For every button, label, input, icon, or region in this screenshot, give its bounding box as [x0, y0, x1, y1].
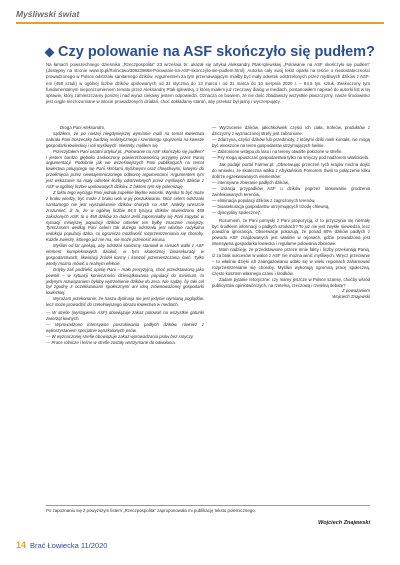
paragraph: Z faktu tego wyciąga Pani jednak zupełnie błędne wnioski. Wynika to być może z braku wiedzy, być może z braku woli w jej poszukiwaniu. Otóż celem odstrzału sanitarnego nie jest wyszukiwanie dzików chorych na ASF. Należy wreszcie zrozumieć, iż to, że w ogólnej liczbie 84,5 tysiąca dzików stwierdzono 458 zakażonych ASF, to o 458 dzików za dużo! Jeśli zapomniałby się Pani zapytać w sytuacji mniejszej populacji dzików odsetek ten byłby znacznie mniejszy. Tymczasem według Pani celem tak dużego odstrzału jest właśnie radykalna redukcja populacji dzika, co ogranicza możliwość rozprzestrzeniania się choroby. Każde zwierzę, którego już nie ma, nie może przenosić wirusa. — [46, 189, 204, 243]
paragraph: Wyrażam przekonanie, że nasza dyskusja nie jest jedynie wymianą poglądów, lecz może prowadzić do rzetelniejszego obrazu łowiectwa w mediach. — [46, 296, 204, 308]
note-author: Wojciech Znajewski — [318, 520, 370, 526]
page-number: 14 — [16, 540, 27, 550]
list-item: — eliminacja populacji dzików z zagrożonych terenów, — [212, 197, 316, 203]
list-item: — W wyznaczonej strefie obowiązuje zakaz wprowadzania psów bez smyczy. — [46, 333, 194, 339]
article-title: Czy polowanie na ASF skończyło się pudłem? — [58, 44, 375, 60]
paragraph: Rozumiem, że Pani pomysły z Pani propozycją, iż to przyczynia się niemały być środkiem informacji o padłych sztukach? To już nie jest zwykłe niewiedza, lecz poważna ignorancja. Obserwacje pokazują, że ponad 80% dzików padłych z powodu ASF znajdowanych jest właśnie w rejonach, gdzie prowadzona jest intensywna gospodarka łowiecka i regularne polowania zbiorowe. — [212, 217, 370, 247]
diamond-bullet-icon — [45, 47, 55, 57]
paragraph: Przeczytałem Pani ostatni artykuł pt. „Polowanie na ASF skończyło się pudłem” i jestem bardzo głęboko zaskoczony powierzchownością przyjętej przez Panią argumentacji. Podobnie jak we wcześniejszych Pani publikacjach na temat łowiectwa polującego się Pani skrótami myślowymi oraz chwytliwymi, łatwymi do przełknięcia przez niewtajemniczonego odbiorcę argumentami. Argumentem tym jest wskazanie na mały odsetek liczby odstrzelonych przez myśliwych dzików z ASF w ogólnej liczbie upolowanych dzików. Z faktem tym się polemizuję. — [46, 148, 204, 190]
list-item: — Zabronione wstępu do lasu i na tereny otwarte położone w strefie. — [212, 148, 343, 154]
list-item: — Prace rolnicze i leśne w strefie zostały wstrzymane do odwołania. — [46, 339, 176, 345]
paragraph: sądziłem, że po naszej niegdysiejszej wymianie maili na temat łowiectwa nabrała Pani troszeczkę bardziej realistycznego i szerokiego spojrzenia na kwestie gospodarki łowieckiej i roli myśliwych. Niestety, myliłem się. — [46, 130, 204, 148]
letter-greeting: Droga Pani Aleksandro, — [60, 125, 106, 130]
letter-signature: Wojciech Znajewski — [332, 294, 370, 300]
paragraph: Zadam pytanie retoryczne: czy mamy jeszcze w Polsce szansę, choćby wśród publicystów opiniotwórczych, na rzetelną, rzeczową i rzetelną debatę? — [212, 276, 370, 288]
list-item: — Wyrzucenie dzików, jakichkolwiek części ich ciała, trofeów, produktów z dziczyzny z wyznaczonej strefy jest zabronione. — [212, 125, 370, 136]
list-item: — Zdarzyna, części dzików lub przedmioty, z którymi dziki mieli kontakt, nie mogą być wnoszone na teren gospodarstw utrzymujących świnie. — [212, 136, 370, 148]
list-item: — bioasekuracja gospodarstw utrzymujących trzodę chlewną, — [212, 203, 330, 209]
right-column — [212, 125, 370, 300]
letter-closing: Z poważaniem — [342, 288, 370, 294]
paragraph: Jak podaje portal Farmer.pl: „Obserwując przeczeń tych krajów można dojść do wniosku, że skuteczna walka z Afrykańskim Pomorem Świń to połączenie kilku dobrze egzekwowanych elementów: — [212, 162, 370, 180]
left-column — [46, 125, 204, 346]
editorial-note: Po zapoznaniu się z powyższym listem „Rzeczpospolita” zaproponowała mi publikację tekstu polemicznego. — [46, 508, 256, 513]
article-intro: Na łamach powszechnego dziennika „Rzeczpospolita” 23 września br. ukazał się artykuł Aleksandry Ptak-Iglewskiej „Polowanie na ASF skończyło się pudłem” (dostępny na stronie www.rp.pl/Rolnictwo/309229868-Polowanie-na-ASF-skonczylo-sie-pudlem.html). Autorka cały swój tekst oparła na teście o niedostateczności prowadzonego w Polsce odstrzału sanitarnego dzików. Argumentem za tym przemawiającym miałby być mały odsetek odstrzelonych przez myśliwych dzików z ASF-em (458 sztuk) w ogólnej liczbie dzików upolowanych od 31 stycznia do 13 marca i od 31 marca do 10 sierpnia 2020 r. – 84,5 tys. sztuk. Zaskoczony tym fundamentalnym nieporozumieniem tematu przez Aleksandrę Ptak-Iglewską, z którą miałem już rzeczowy dialog w mediach, postanowiłem napisać do autorki list w tej sprawie, który zamieszczamy poniżej i nad wyraz ciekawy jestem odpowiedzi. Oznacza on bowiem, że nie dość zbadawszy wszystkie płaszczyzny, nasze środowisko jest ciągle niezrozumiane w istocie prowadzonych działań, choć dokładamy starań, aby przekaz był jasny i wyczerpujący. — [46, 62, 370, 105]
article-title-row — [46, 44, 375, 60]
magazine-issue: Brać Łowiecka 11/2020 — [30, 541, 108, 550]
list-item: — intensywne zbieranie padłych dzików, — [212, 180, 289, 186]
section-label: Myśliwski świat — [16, 9, 80, 19]
list-item: — izolacja przypadków ASF u dzików poprzez stosowanie grodzenia zainfekowanych terenów, — [212, 186, 370, 197]
list-item: — Wprowadzono intensywne poszukiwania padłych dzików, również z wykorzystaniem specjalnie wyszkolonych psów. — [46, 321, 204, 333]
list-item: — dyscypliny społecznej”. — [212, 209, 262, 215]
footer-divider — [46, 505, 370, 506]
list-item: — W strefie (wystąpienia ASF) obowiązuje zakaz polowań na wszystkie gatunki zwierząt łownych. — [46, 310, 204, 321]
paragraph: Gdyby zaś podzielić opinię Pani – mało precyzyjną, choć przedstawioną jako pewnik – w sytuacji konieczności dziesiątkowania populacji do minimum, to jedynym rozwiązaniem byłoby wytrzebienie dzików do zera. Nie sądzę, by taki cel był zgodny z oczekiwaniami społecznymi ani ideą zrównoważonej gospodarki łowieckiej. — [46, 266, 204, 296]
paragraph: Myśliwi od lat apelują, aby odstrzał sanitarny stanowił w ramach walki z ASF element kompleksowych działań, w tym skutecznej bioasekuracji w gospodarstwach, likwidacji źródeł karmy i kontroli przemieszczania świń. Tylko wtedy można mówić o realnym efekcie. — [46, 243, 204, 266]
list-item: — Psy mogą opuszczać gospodarstwa tylko na smyczy pod nadzorem właściciela. — [212, 154, 370, 160]
top-divider — [16, 22, 384, 24]
paragraph: Mam nadzieję, że przedstawione przeze mnie fakty i liczby przekonają Panią, iż za brak sukcesów w walce z ASF nie można winić myśliwych. Wręcz przeciwnie – to właśnie dzięki ich zaangażowaniu udało się w wielu regionach zahamować rozprzestrzenianie się choroby. Myśliwi wykonują ogromną pracę społeczną, często kosztem własnego czasu i środków. — [212, 247, 370, 276]
